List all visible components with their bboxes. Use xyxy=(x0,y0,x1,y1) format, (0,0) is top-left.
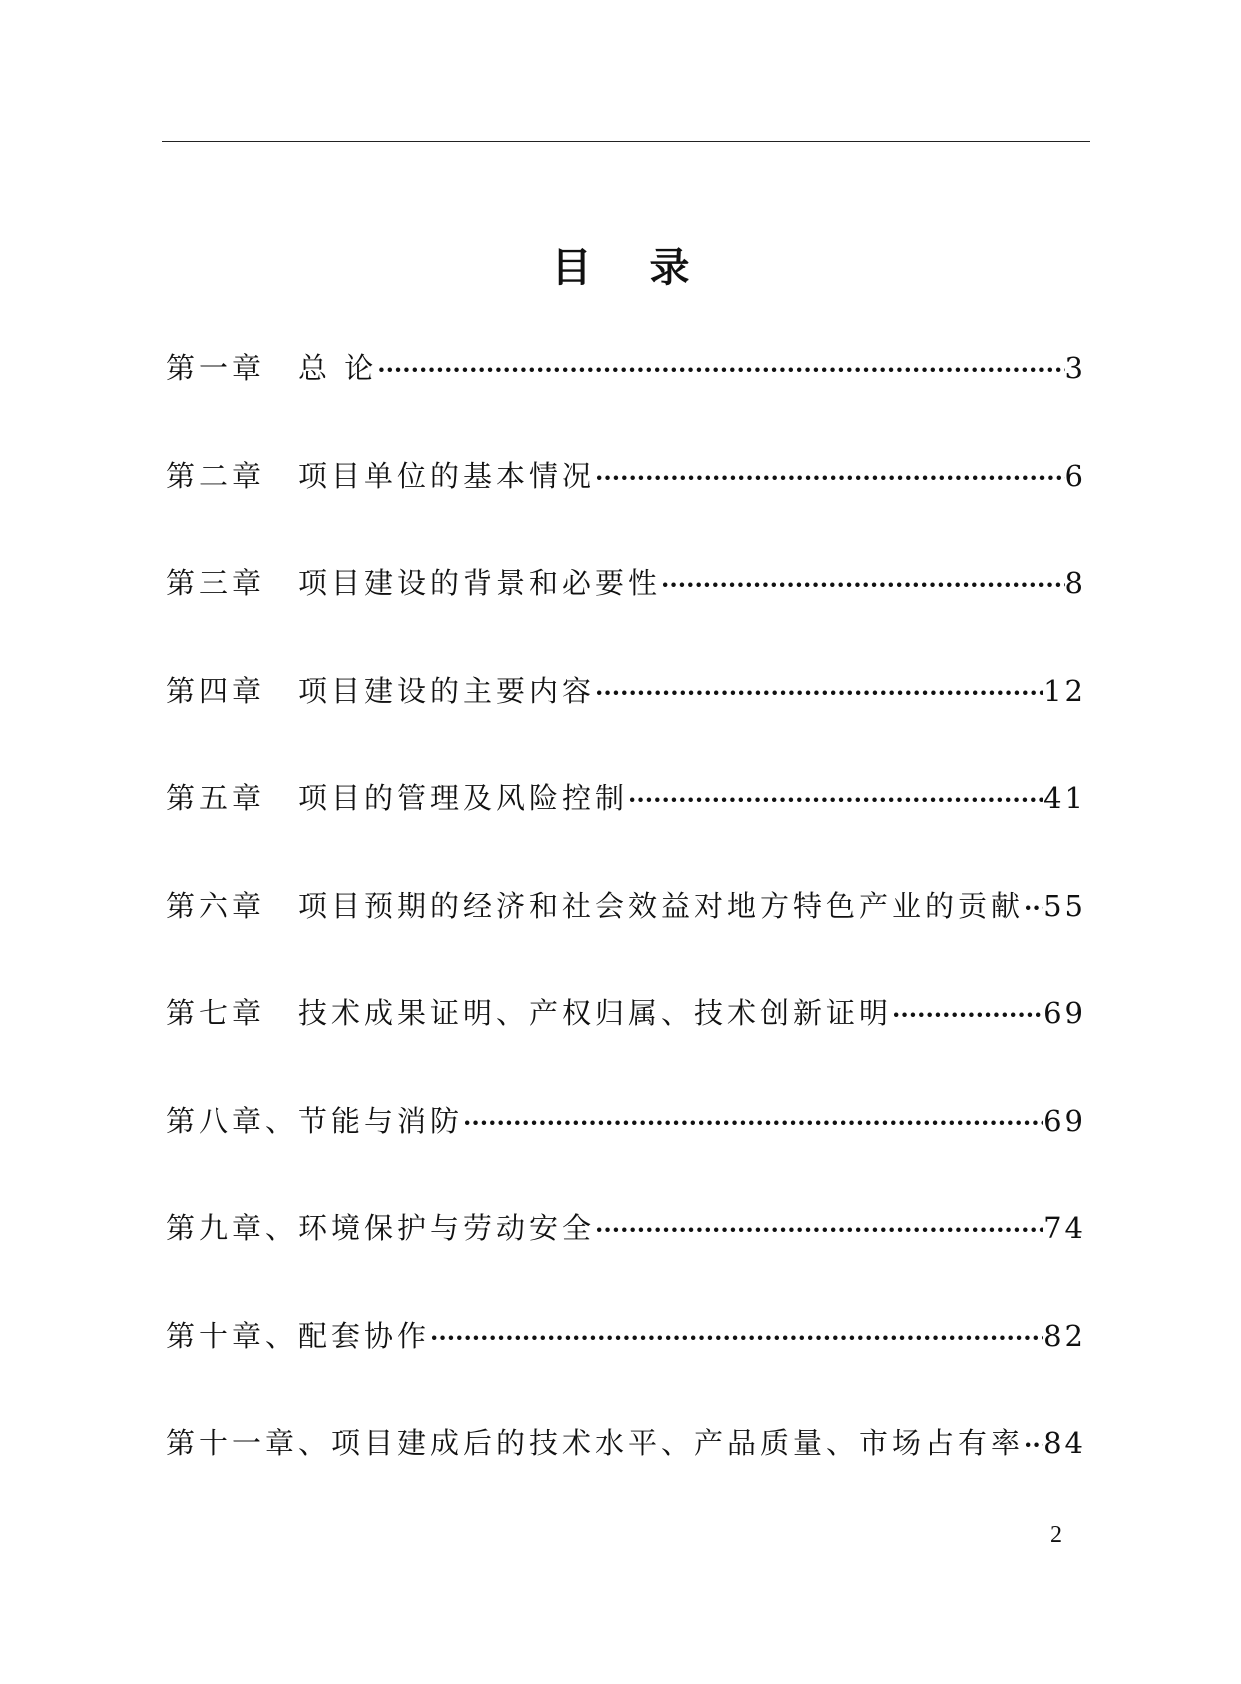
toc-entry-label: 第十一章、项目建成后的技术水平、产品质量、市场占有率 xyxy=(166,1426,1025,1460)
toc-dot-leader xyxy=(430,1318,1043,1358)
toc-dot-leader xyxy=(595,458,1065,498)
toc-entry-label: 第六章 项目预期的经济和社会效益对地方特色产业的贡献 xyxy=(166,888,1025,923)
toc-entry-label: 第四章 项目建设的主要内容 xyxy=(166,673,596,708)
toc-dot-leader xyxy=(595,1210,1043,1250)
toc-entry-label: 第七章 技术成果证明、产权归属、技术创新证明 xyxy=(166,996,893,1030)
toc-dot-leader xyxy=(1024,888,1043,928)
toc-entry-9[interactable] xyxy=(166,1208,1086,1316)
toc-dot-leader xyxy=(628,780,1043,820)
toc-dot-leader xyxy=(377,350,1064,390)
toc-entry-label: 第十章、配套协作 xyxy=(166,1318,431,1353)
toc-title: 目录 xyxy=(551,245,748,291)
toc-entry-7[interactable] xyxy=(166,993,1086,1101)
toc-dot-leader xyxy=(1024,1425,1043,1465)
toc-entry-2[interactable] xyxy=(166,456,1086,564)
page-number: 2 xyxy=(1050,1522,1062,1548)
toc-entry-page: 84 xyxy=(1043,1426,1086,1460)
toc-entry-8[interactable] xyxy=(166,1101,1086,1209)
toc-entry-page: 82 xyxy=(1043,1318,1086,1353)
header-rule xyxy=(162,141,1090,142)
toc-entry-page: 74 xyxy=(1043,1211,1086,1245)
toc-dot-leader xyxy=(661,565,1065,605)
toc-dot-leader xyxy=(463,1103,1043,1143)
toc-dot-leader xyxy=(595,673,1043,713)
toc-entry-3[interactable] xyxy=(166,563,1086,671)
toc-entry-page: 69 xyxy=(1043,1103,1086,1138)
toc-entry-10[interactable] xyxy=(166,1316,1086,1424)
toc-entry-page: 3 xyxy=(1064,351,1086,385)
toc-entry-6[interactable] xyxy=(166,886,1086,994)
toc-entry-page: 12 xyxy=(1043,673,1086,708)
toc-entry-5[interactable] xyxy=(166,778,1086,886)
toc-entry-label: 第五章 项目的管理及风险控制 xyxy=(166,781,629,815)
toc-entry-11[interactable] xyxy=(166,1423,1086,1531)
toc-entry-page: 8 xyxy=(1064,566,1086,600)
toc-entry-1[interactable] xyxy=(166,348,1086,456)
toc-entry-page: 41 xyxy=(1043,781,1086,815)
toc-list xyxy=(166,348,1086,1531)
toc-entry-label: 第八章、节能与消防 xyxy=(166,1103,464,1138)
toc-entry-4[interactable] xyxy=(166,671,1086,779)
toc-entry-label: 第一章 总 论 xyxy=(166,351,378,385)
toc-dot-leader xyxy=(892,995,1043,1035)
toc-entry-page: 6 xyxy=(1064,458,1086,493)
toc-entry-label: 第三章 项目建设的背景和必要性 xyxy=(166,566,662,600)
toc-entry-page: 55 xyxy=(1043,888,1086,923)
toc-entry-label: 第九章、环境保护与劳动安全 xyxy=(166,1211,596,1245)
toc-entry-label: 第二章 项目单位的基本情况 xyxy=(166,458,596,493)
toc-entry-page: 69 xyxy=(1043,996,1086,1030)
